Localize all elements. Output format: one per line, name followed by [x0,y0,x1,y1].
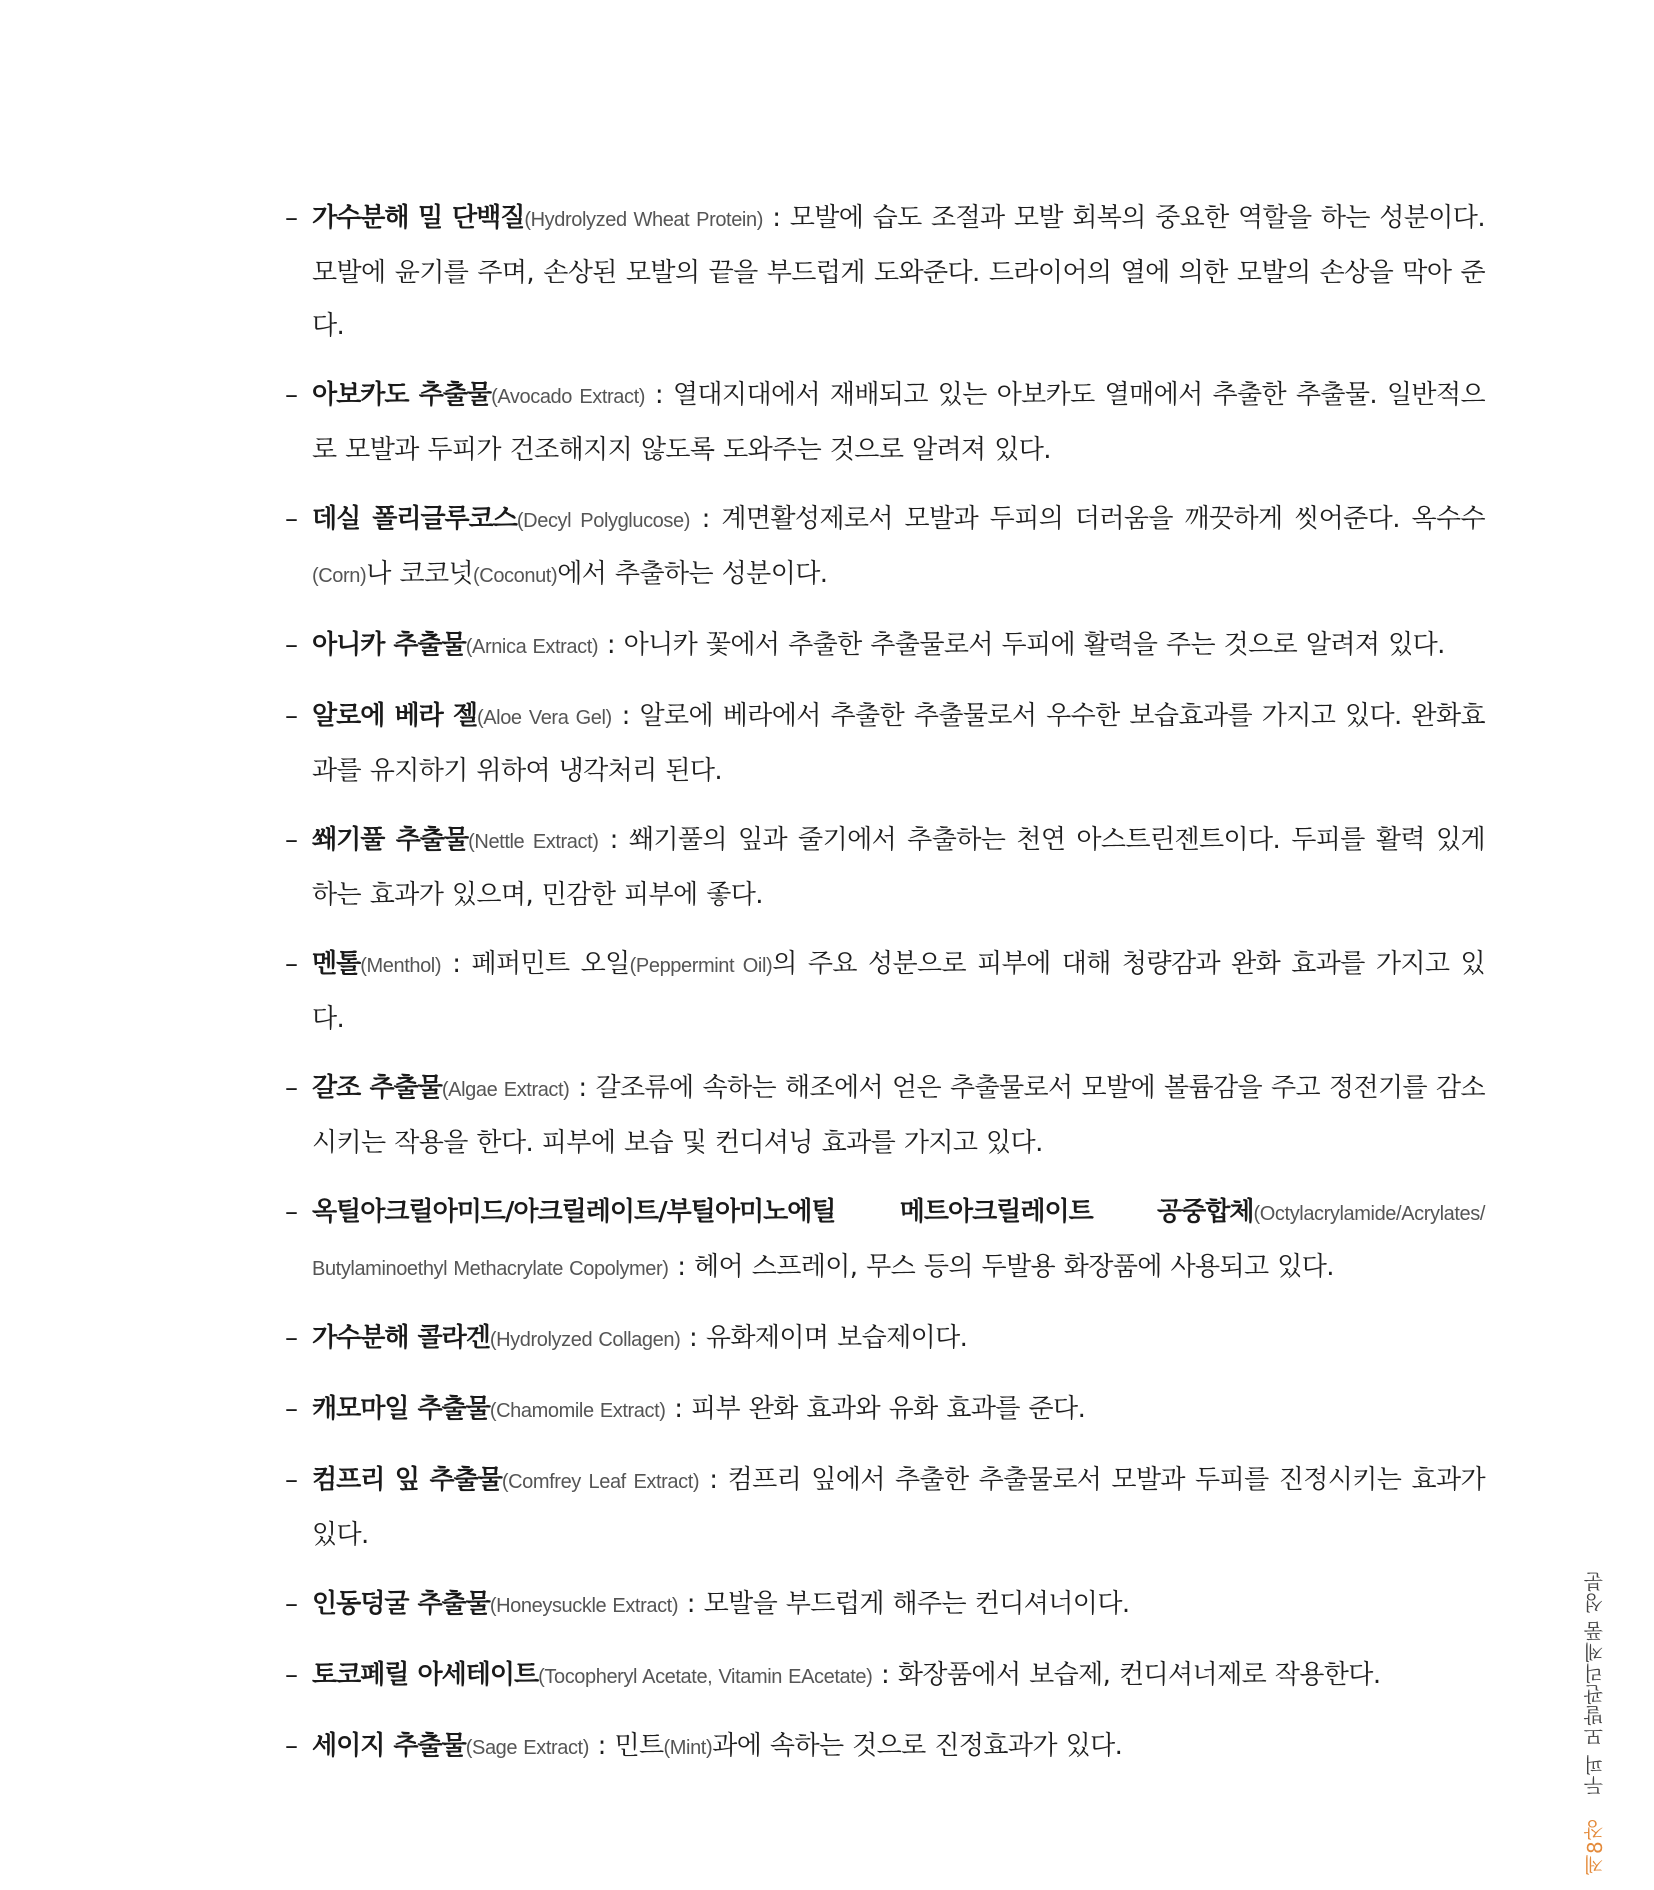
chapter-number: 제8장 [1583,1819,1607,1875]
list-item [285,1062,1485,1170]
dash-bullet: – [285,203,298,233]
ingredient-english-name: (Sage Extract) [465,1737,589,1759]
ingredient-english-name: (Hydrolyzed Collagen) [489,1329,681,1351]
dash-bullet: – [285,1660,298,1690]
ingredient-english-name: (Hydrolyzed Wheat Protein) [524,209,763,231]
dash-bullet: – [285,1197,298,1227]
ingredient-english-name: (Decyl Polyglucose) [516,510,690,532]
ingredient-english-name: (Honeysuckle Extract) [489,1595,679,1617]
ingredient-term: 캐모마일 추출물 [312,1394,490,1424]
list-item [285,619,1485,674]
ingredient-english-name: (Tocopheryl Acetate, Vitamin EAcetate) [538,1666,873,1688]
chapter-title: 두피 모발관리제품 성분 [1583,1571,1607,1796]
ingredient-list [285,192,1485,1791]
ingredient-english-name: (Comfrey Leaf Extract) [501,1471,700,1493]
list-item [285,1312,1485,1367]
ingredient-description: 나 코코넛 [366,559,474,589]
dash-bullet: – [285,630,298,660]
ingredient-term: 옥틸아크릴아미드/아크릴레이트/부틸아미노에틸 메트아크릴레이트 공중합체 [312,1197,1254,1227]
ingredient-term: 갈조 추출물 [312,1073,442,1103]
dash-bullet: – [285,380,298,410]
dash-bullet: – [285,701,298,731]
ingredient-english-name: (Corn) [312,565,367,587]
list-item [285,493,1485,603]
ingredient-description: 의 주요 성분으로 피부에 대해 청량감과 완화 효과를 가지고 있다. [312,949,1485,1034]
ingredient-description: : 아니카 꽃에서 추출한 추출물로서 두피에 활력을 주는 것으로 알려져 있다. [598,630,1445,660]
ingredient-english-name: (Octylacrylamide/Acrylates/ Butylaminoethyl Methacrylate Copolymer) [312,1203,1485,1280]
ingredient-description: : 유화제이며 보습제이다. [680,1323,968,1353]
list-item [285,1186,1485,1296]
list-item [285,1454,1485,1562]
ingredient-description: : 모발을 부드럽게 해주는 컨디셔너이다. [678,1589,1130,1619]
ingredient-english-name: (Menthol) [360,955,442,977]
ingredient-description: : 헤어 스프레이, 무스 등의 두발용 화장품에 사용되고 있다. [668,1252,1334,1282]
ingredient-term: 알로에 베라 젤 [312,701,477,731]
dash-bullet: – [285,825,298,855]
list-item [285,1720,1485,1775]
chapter-side-label [1580,1571,1620,1875]
ingredient-term: 인동덩굴 추출물 [312,1589,490,1619]
ingredient-english-name: (Algae Extract) [441,1079,570,1101]
ingredient-term: 컴프리 잎 추출물 [312,1465,502,1495]
list-item [285,1383,1485,1438]
dash-bullet: – [285,1465,298,1495]
list-item [285,938,1485,1046]
dash-bullet: – [285,1731,298,1761]
dash-bullet: – [285,1323,298,1353]
ingredient-english-name: (Peppermint Oil) [629,955,773,977]
dash-bullet: – [285,504,298,534]
ingredient-description: : 페퍼민트 오일 [441,949,630,979]
ingredient-english-name: (Nettle Extract) [468,831,599,853]
ingredient-description: : 피부 완화 효과와 유화 효과를 준다. [665,1394,1086,1424]
ingredient-english-name: (Coconut) [473,565,558,587]
ingredient-description: : 갈조류에 속하는 해조에서 얻은 추출물로서 모발에 볼륨감을 주고 정전기를 감소시키는 작용을 한다. 피부에 보습 및 컨디셔닝 효과를 가지고 있다. [312,1073,1485,1158]
ingredient-description: : 컴프리 잎에서 추출한 추출물로서 모발과 두피를 진정시키는 효과가 있다. [312,1465,1485,1550]
ingredient-term: 아니카 추출물 [312,630,466,660]
ingredient-term: 가수분해 콜라겐 [312,1323,490,1353]
list-item [285,192,1485,353]
ingredient-term: 멘톨 [312,949,361,979]
ingredient-description: : 계면활성제로서 모발과 두피의 더러움을 깨끗하게 씻어준다. 옥수수 [689,504,1486,534]
ingredient-english-name: (Chamomile Extract) [489,1400,666,1422]
list-item [285,1649,1485,1704]
list-item [285,814,1485,922]
list-item [285,690,1485,798]
ingredient-description: : 민트 [588,1731,664,1761]
list-item [285,369,1485,477]
ingredient-english-name: (Aloe Vera Gel) [476,707,612,729]
ingredient-description: 과에 속하는 것으로 진정효과가 있다. [712,1731,1123,1761]
ingredient-description: : 쐐기풀의 잎과 줄기에서 추출하는 천연 아스트린젠트이다. 두피를 활력 있게 하는 효과가 있으며, 민감한 피부에 좋다. [312,825,1486,910]
dash-bullet: – [285,1589,298,1619]
ingredient-description: : 알로에 베라에서 추출한 추출물로서 우수한 보습효과를 가지고 있다. 완화효과를 유지하기 위하여 냉각처리 된다. [312,701,1485,786]
ingredient-term: 세이지 추출물 [312,1731,466,1761]
ingredient-english-name: (Mint) [663,1737,713,1759]
dash-bullet: – [285,1394,298,1424]
ingredient-description: 에서 추출하는 성분이다. [557,559,828,589]
dash-bullet: – [285,1073,298,1103]
ingredient-term: 아보카도 추출물 [312,380,492,410]
ingredient-term: 쐐기풀 추출물 [312,825,469,855]
ingredient-term: 토코페릴 아세테이트 [312,1660,539,1690]
ingredient-english-name: (Arnica Extract) [465,636,599,658]
ingredient-term: 데실 폴리글루코스 [312,504,517,534]
ingredient-english-name: (Avocado Extract) [491,386,646,408]
ingredient-description: : 모발에 습도 조절과 모발 회복의 중요한 역할을 하는 성분이다. 모발에 윤기를 주며, 손상된 모발의 끝을 부드럽게 도와준다. 드라이어의 열에 의한 모발의 손상을 막아 준다. [312,203,1485,341]
ingredient-term: 가수분해 밀 단백질 [312,203,525,233]
ingredient-description: : 화장품에서 보습제, 컨디셔너제로 작용한다. [872,1660,1381,1690]
list-item [285,1578,1485,1633]
ingredient-description: : 열대지대에서 재배되고 있는 아보카도 열매에서 추출한 추출물. 일반적으로 모발과 두피가 건조해지지 않도록 도와주는 것으로 알려져 있다. [312,380,1485,465]
dash-bullet: – [285,949,298,979]
